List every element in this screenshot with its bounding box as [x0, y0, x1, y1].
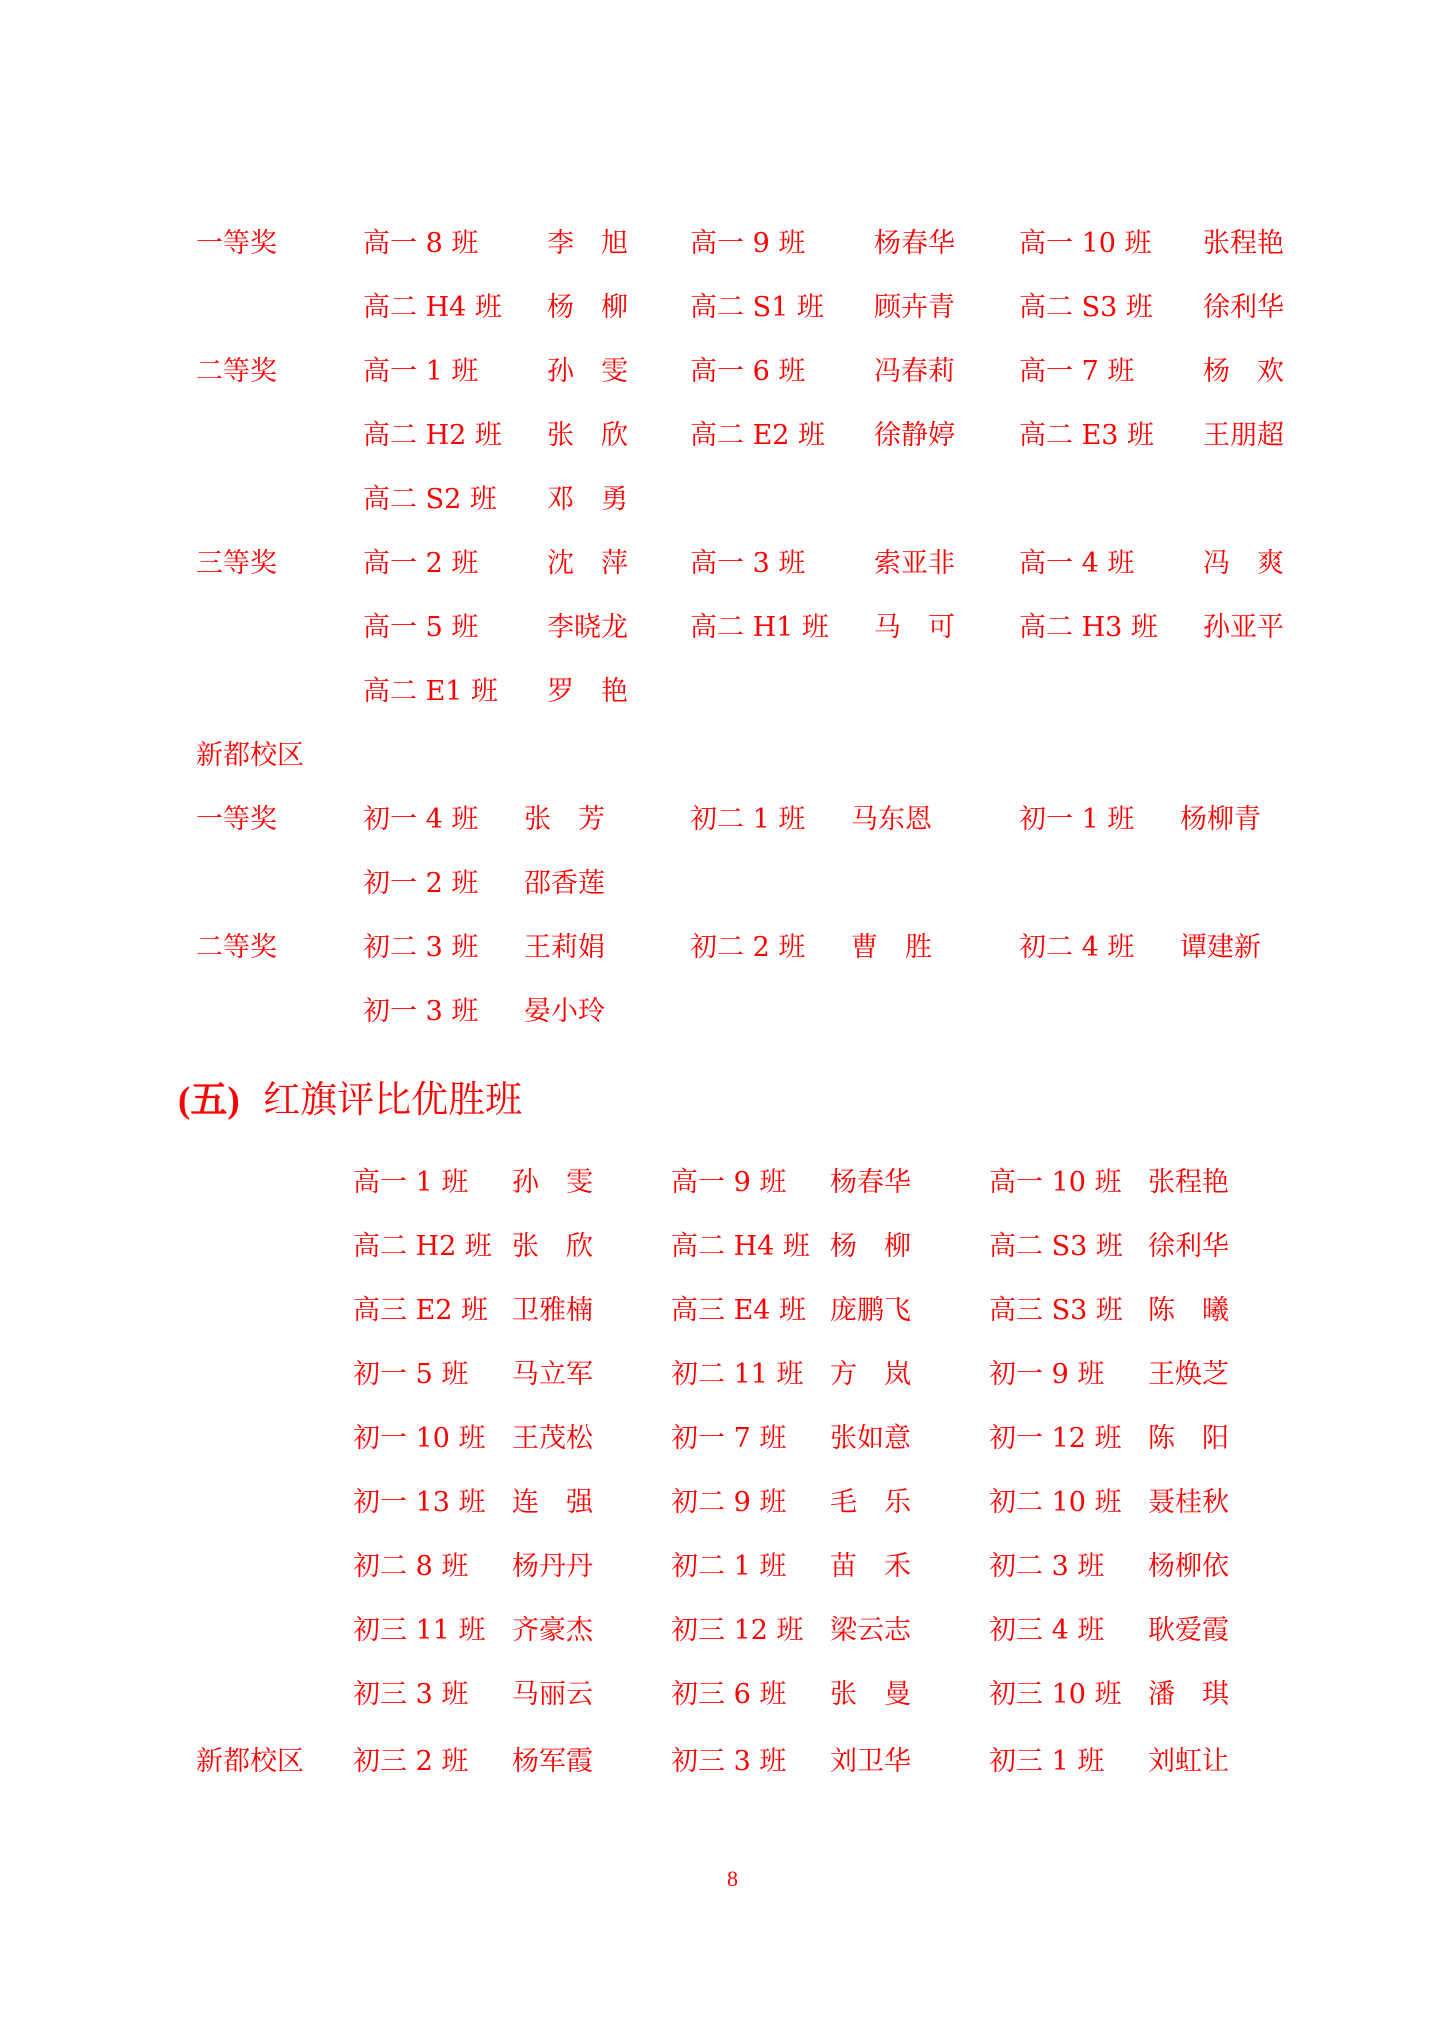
class-name: 初一 3 班	[363, 996, 479, 1027]
teacher-name: 方 岚	[830, 1359, 911, 1390]
teacher-name: 梁云志	[830, 1615, 911, 1646]
class-name: 高三 E2 班	[353, 1295, 489, 1326]
teacher-name: 王茂松	[512, 1423, 593, 1454]
class-name: 高一 3 班	[690, 548, 806, 579]
class-name: 高二 E2 班	[690, 420, 826, 451]
class-name: 高二 H4 班	[363, 292, 502, 323]
class-name: 初二 3 班	[363, 932, 479, 963]
teacher-name: 顾卉青	[874, 292, 955, 323]
teacher-name: 毛 乐	[830, 1487, 911, 1518]
class-name: 高二 S3 班	[989, 1231, 1123, 1262]
campus-label: 新都校区	[196, 1746, 304, 1777]
section-number: (五)	[178, 1080, 240, 1121]
award-label: 二等奖	[196, 356, 277, 387]
teacher-name: 张 欣	[512, 1231, 593, 1262]
teacher-name: 孙 雯	[547, 356, 628, 387]
class-name: 初三 3 班	[353, 1679, 469, 1710]
class-name: 高一 4 班	[1019, 548, 1135, 579]
teacher-name: 冯 爽	[1203, 548, 1284, 579]
class-name: 高二 H1 班	[690, 612, 829, 643]
class-name: 高一 8 班	[363, 228, 479, 259]
teacher-name: 沈 萍	[547, 548, 628, 579]
teacher-name: 孙亚平	[1203, 612, 1284, 643]
class-name: 高一 9 班	[690, 228, 806, 259]
class-name: 初三 12 班	[671, 1615, 804, 1646]
teacher-name: 马丽云	[512, 1679, 593, 1710]
class-name: 初一 7 班	[671, 1423, 787, 1454]
teacher-name: 马 可	[874, 612, 955, 643]
class-name: 初二 1 班	[671, 1551, 787, 1582]
class-name: 初三 3 班	[671, 1746, 787, 1777]
award-label: 一等奖	[196, 228, 277, 259]
class-name: 高二 H2 班	[363, 420, 502, 451]
teacher-name: 陈 阳	[1148, 1423, 1229, 1454]
class-name: 高一 2 班	[363, 548, 479, 579]
teacher-name: 杨柳依	[1148, 1551, 1229, 1582]
class-name: 初二 4 班	[1019, 932, 1135, 963]
class-name: 初二 1 班	[690, 804, 806, 835]
teacher-name: 李晓龙	[547, 612, 628, 643]
class-name: 高二 E3 班	[1019, 420, 1155, 451]
page-number: 8	[727, 1866, 738, 1891]
teacher-name: 杨军霞	[512, 1746, 593, 1777]
class-name: 初一 9 班	[989, 1359, 1105, 1390]
teacher-name: 张 欣	[547, 420, 628, 451]
teacher-name: 王莉娟	[524, 932, 605, 963]
class-name: 高一 1 班	[353, 1167, 469, 1198]
class-name: 初一 10 班	[353, 1423, 486, 1454]
teacher-name: 晏小玲	[524, 996, 605, 1027]
class-name: 初二 11 班	[671, 1359, 804, 1390]
class-name: 初二 10 班	[989, 1487, 1122, 1518]
teacher-name: 耿爱霞	[1148, 1615, 1229, 1646]
class-name: 高二 S3 班	[1019, 292, 1153, 323]
teacher-name: 齐豪杰	[512, 1615, 593, 1646]
teacher-name: 冯春莉	[874, 356, 955, 387]
class-name: 初二 8 班	[353, 1551, 469, 1582]
class-name: 高三 S3 班	[989, 1295, 1123, 1326]
award-label: 一等奖	[196, 804, 277, 835]
class-name: 高一 1 班	[363, 356, 479, 387]
class-name: 高一 5 班	[363, 612, 479, 643]
teacher-name: 庞鹏飞	[830, 1295, 911, 1326]
campus-label: 新都校区	[196, 740, 304, 771]
class-name: 高一 7 班	[1019, 356, 1135, 387]
teacher-name: 邵香莲	[524, 868, 605, 899]
teacher-name: 杨 欢	[1203, 356, 1284, 387]
teacher-name: 潘 琪	[1148, 1679, 1229, 1710]
class-name: 初二 9 班	[671, 1487, 787, 1518]
teacher-name: 刘卫华	[830, 1746, 911, 1777]
class-name: 初一 5 班	[353, 1359, 469, 1390]
teacher-name: 徐利华	[1203, 292, 1284, 323]
teacher-name: 苗 禾	[830, 1551, 911, 1582]
class-name: 初一 1 班	[1019, 804, 1135, 835]
class-name: 高一 6 班	[690, 356, 806, 387]
teacher-name: 杨丹丹	[512, 1551, 593, 1582]
teacher-name: 杨 柳	[547, 292, 628, 323]
class-name: 高三 E4 班	[671, 1295, 807, 1326]
section-title: 红旗评比优胜班	[263, 1078, 523, 1121]
class-name: 初三 4 班	[989, 1615, 1105, 1646]
teacher-name: 杨柳青	[1180, 804, 1261, 835]
class-name: 初三 11 班	[353, 1615, 486, 1646]
class-name: 初三 2 班	[353, 1746, 469, 1777]
teacher-name: 张如意	[830, 1423, 911, 1454]
class-name: 高二 S1 班	[690, 292, 824, 323]
class-name: 初一 13 班	[353, 1487, 486, 1518]
class-name: 高二 H3 班	[1019, 612, 1158, 643]
award-label: 三等奖	[196, 548, 277, 579]
teacher-name: 孙 雯	[512, 1167, 593, 1198]
class-name: 初二 3 班	[989, 1551, 1105, 1582]
teacher-name: 张 芳	[524, 804, 605, 835]
teacher-name: 卫雅楠	[512, 1295, 593, 1326]
teacher-name: 马立军	[512, 1359, 593, 1390]
class-name: 高二 E1 班	[363, 676, 499, 707]
teacher-name: 邓 勇	[547, 484, 628, 515]
class-name: 高一 10 班	[989, 1167, 1122, 1198]
class-name: 初一 4 班	[363, 804, 479, 835]
class-name: 高二 H2 班	[353, 1231, 492, 1262]
class-name: 初三 6 班	[671, 1679, 787, 1710]
teacher-name: 张程艳	[1148, 1167, 1229, 1198]
teacher-name: 陈 曦	[1148, 1295, 1229, 1326]
teacher-name: 杨春华	[874, 228, 955, 259]
teacher-name: 王焕芝	[1148, 1359, 1229, 1390]
class-name: 初一 12 班	[989, 1423, 1122, 1454]
teacher-name: 曹 胜	[851, 932, 932, 963]
teacher-name: 徐利华	[1148, 1231, 1229, 1262]
teacher-name: 李 旭	[547, 228, 628, 259]
class-name: 初一 2 班	[363, 868, 479, 899]
class-name: 高二 H4 班	[671, 1231, 810, 1262]
teacher-name: 索亚非	[874, 548, 955, 579]
teacher-name: 杨春华	[830, 1167, 911, 1198]
teacher-name: 罗 艳	[547, 676, 628, 707]
teacher-name: 徐静婷	[874, 420, 955, 451]
teacher-name: 刘虹让	[1148, 1746, 1229, 1777]
class-name: 高一 10 班	[1019, 228, 1152, 259]
teacher-name: 张程艳	[1203, 228, 1284, 259]
teacher-name: 聂桂秋	[1148, 1487, 1229, 1518]
class-name: 高一 9 班	[671, 1167, 787, 1198]
teacher-name: 王朋超	[1203, 420, 1284, 451]
teacher-name: 马东恩	[851, 804, 932, 835]
section-heading	[178, 1078, 522, 1123]
award-label: 二等奖	[196, 932, 277, 963]
class-name: 初二 2 班	[690, 932, 806, 963]
teacher-name: 张 曼	[830, 1679, 911, 1710]
teacher-name: 谭建新	[1180, 932, 1261, 963]
teacher-name: 连 强	[512, 1487, 593, 1518]
teacher-name: 杨 柳	[830, 1231, 911, 1262]
class-name: 初三 10 班	[989, 1679, 1122, 1710]
class-name: 初三 1 班	[989, 1746, 1105, 1777]
class-name: 高二 S2 班	[363, 484, 497, 515]
